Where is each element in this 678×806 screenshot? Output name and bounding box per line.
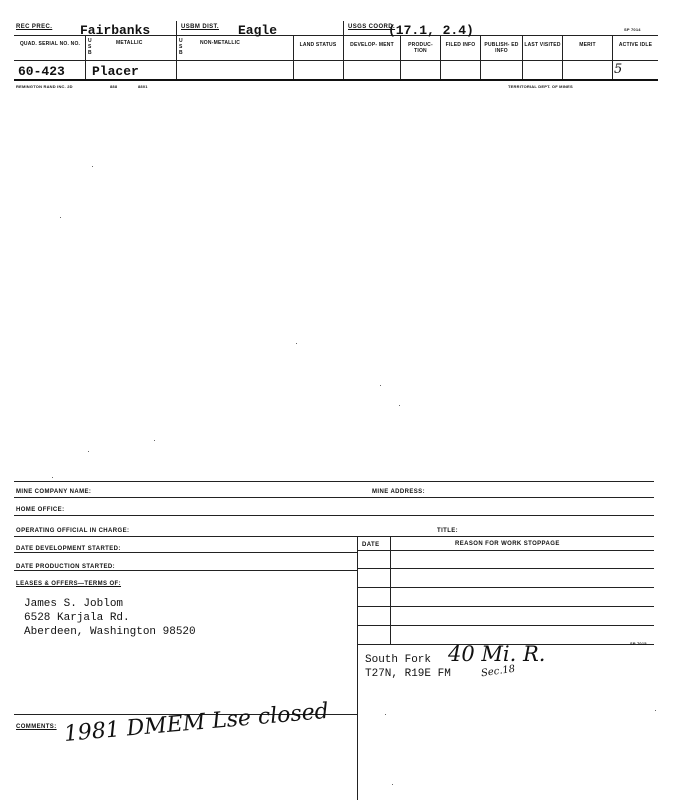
row-rule bbox=[14, 497, 654, 498]
col-metallic: METALLIC bbox=[116, 40, 143, 46]
usgs-coord-label: USGS COORD. bbox=[348, 24, 396, 30]
scan-speck bbox=[52, 477, 53, 478]
scan-speck bbox=[296, 343, 297, 344]
stoppage-header-rule bbox=[357, 550, 654, 551]
row-rule bbox=[14, 570, 357, 571]
printer-credit: REMINGTON RAND INC. 2D bbox=[16, 84, 73, 89]
col-last-visited: LAST VISITED bbox=[524, 42, 561, 48]
col-active-idle: ACTIVE IDLE bbox=[618, 42, 653, 48]
usgs-coord-value: (17.1, 2.4) bbox=[388, 23, 474, 38]
rec-prec-value: Fairbanks bbox=[80, 23, 151, 38]
printer-code-b: 8801 bbox=[138, 84, 148, 89]
scan-speck bbox=[385, 714, 386, 715]
operating-official-label: OPERATING OFFICIAL IN CHARGE: bbox=[16, 528, 130, 534]
lease-line-2: 6528 Karjala Rd. bbox=[24, 612, 130, 624]
title-label: TITLE: bbox=[437, 528, 459, 534]
row-rule bbox=[14, 536, 654, 537]
scan-speck bbox=[392, 784, 393, 785]
stoppage-row-rule bbox=[357, 606, 654, 607]
form-code-top: SP 7014 bbox=[624, 27, 641, 32]
header-divider bbox=[176, 21, 177, 35]
col-land-status: LAND STATUS bbox=[299, 42, 337, 48]
row-rule bbox=[14, 515, 654, 516]
lease-line-1: James S. Joblom bbox=[24, 598, 124, 610]
center-divider bbox=[357, 536, 358, 800]
col-usb-nonmetallic: U S B bbox=[179, 38, 183, 56]
usbm-dist-value: Eagle bbox=[238, 23, 278, 38]
mine-address-label: MINE ADDRESS: bbox=[372, 489, 425, 495]
header-divider bbox=[343, 21, 344, 35]
stoppage-row-rule bbox=[357, 587, 654, 588]
location-line-2: T27N, R19E FM bbox=[365, 668, 451, 680]
location-handwritten-distance: 40 Mi. R. bbox=[448, 642, 546, 666]
rec-prec-label: REC PREC. bbox=[16, 24, 53, 30]
form-top-rule bbox=[14, 481, 654, 482]
leases-label: LEASES & OFFERS—TERMS OF: bbox=[16, 581, 122, 587]
col-filed-info: FILED INFO bbox=[445, 42, 476, 48]
column-divider bbox=[85, 36, 86, 79]
scan-speck bbox=[92, 166, 93, 167]
col-published-info: PUBLISH- ED INFO bbox=[484, 42, 519, 54]
col-quad-serial: QUAD. SERIAL NO. NO. bbox=[19, 41, 81, 47]
dev-started-label: DATE DEVELOPMENT STARTED: bbox=[16, 546, 121, 552]
mine-company-label: MINE COMPANY NAME: bbox=[16, 489, 92, 495]
record-serial: 60-423 bbox=[18, 64, 65, 79]
col-non-metallic: NON-METALLIC bbox=[200, 40, 241, 46]
comments-label: COMMENTS: bbox=[16, 724, 57, 730]
date-label: DATE bbox=[362, 542, 380, 548]
col-usb-metallic: U S B bbox=[88, 38, 92, 56]
location-handwritten-section: Sec.18 bbox=[480, 663, 516, 680]
scan-speck bbox=[60, 217, 61, 218]
printer-code-a: 888 bbox=[110, 84, 118, 89]
scan-speck bbox=[655, 710, 656, 711]
reason-label: REASON FOR WORK STOPPAGE bbox=[455, 541, 560, 547]
stoppage-row-rule bbox=[357, 568, 654, 569]
department-credit: TERRITORIAL DEPT. OF MINES bbox=[508, 84, 573, 89]
scan-speck bbox=[88, 451, 89, 452]
column-divider bbox=[176, 36, 177, 79]
col-development: DEVELOP- MENT bbox=[350, 42, 394, 48]
scan-speck bbox=[380, 385, 381, 386]
comments-handwritten: 1981 DMEM Lse closed bbox=[62, 698, 330, 747]
prod-started-label: DATE PRODUCTION STARTED: bbox=[16, 564, 116, 570]
lease-line-3: Aberdeen, Washington 98520 bbox=[24, 626, 196, 638]
record-metallic: Placer bbox=[92, 64, 139, 79]
record-bottom-rule bbox=[14, 79, 658, 81]
scan-speck bbox=[154, 440, 155, 441]
col-merit: MERIT bbox=[579, 42, 596, 48]
usbm-dist-label: USBM DIST. bbox=[181, 24, 220, 30]
active-idle-mark: 5 bbox=[614, 62, 623, 77]
home-office-label: HOME OFFICE: bbox=[16, 507, 65, 513]
stoppage-row-rule bbox=[357, 625, 654, 626]
col-production: PRODUC- TION bbox=[408, 42, 433, 54]
location-line-1: South Fork bbox=[365, 654, 432, 666]
form-code-bottom: SP 7015 bbox=[630, 641, 647, 646]
date-column-divider bbox=[390, 536, 391, 644]
scan-speck bbox=[399, 405, 400, 406]
row-rule bbox=[14, 552, 357, 553]
